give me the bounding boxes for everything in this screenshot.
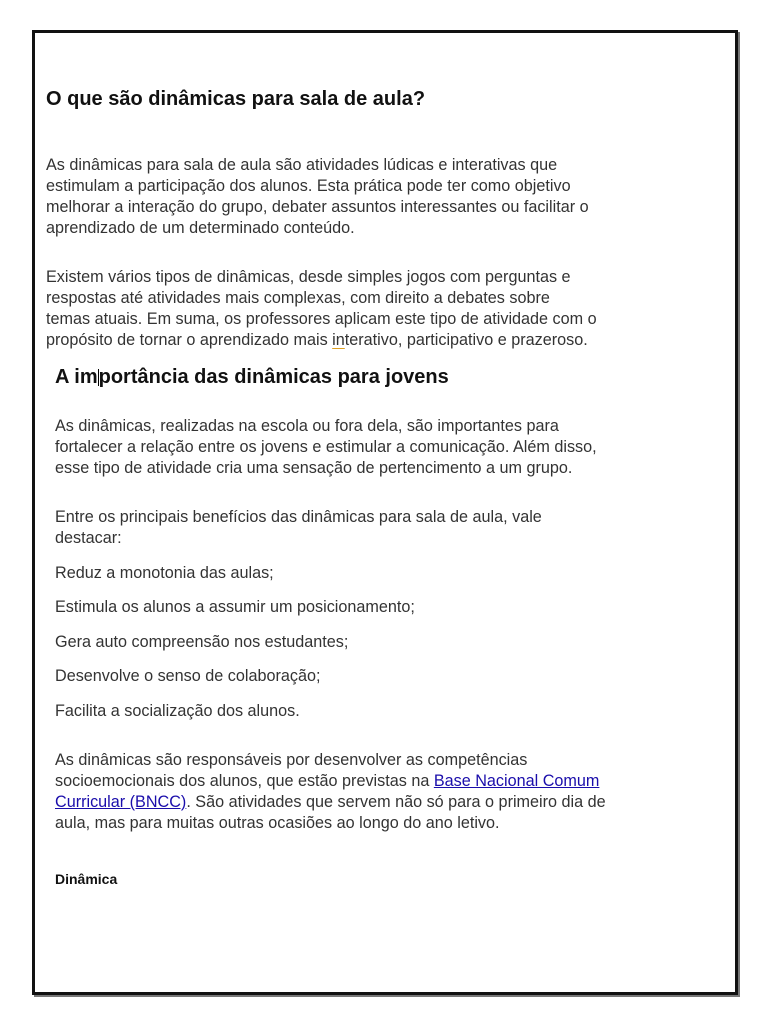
heading-run: A im bbox=[55, 366, 98, 388]
text-run: socioemocionais dos alunos, que estão previstas na bbox=[55, 772, 434, 790]
benefit-item: Desenvolve o senso de colaboração; bbox=[55, 667, 321, 685]
text-run: . São atividades que servem não só para o primeiro dia de bbox=[186, 793, 606, 811]
heading-run: portância das dinâmicas para jovens bbox=[98, 366, 449, 388]
benefit-item: Gera auto compreensão nos estudantes; bbox=[55, 633, 349, 651]
text-line: respostas até atividades mais complexas, com direito a debates sobre bbox=[46, 289, 550, 307]
text-line: aula, mas para muitas outras ocasiões ao longo do ano letivo. bbox=[55, 814, 500, 832]
text-line: Existem vários tipos de dinâmicas, desde simples jogos com perguntas e bbox=[46, 268, 571, 286]
text-line: fortalecer a relação entre os jovens e estimular a comunicação. Além disso, bbox=[55, 438, 597, 456]
text-line bbox=[46, 330, 597, 351]
text-line bbox=[55, 771, 606, 792]
bncc-link-part-1[interactable]: Base Nacional Comum bbox=[433, 772, 600, 790]
text-line: As dinâmicas são responsáveis por desenvolver as competências bbox=[55, 751, 528, 769]
text-run: propósito de tornar o aprendizado bbox=[46, 331, 294, 349]
text-line: temas atuais. Em suma, os professores aplicam este tipo de atividade com o bbox=[46, 310, 597, 328]
section-2-paragraph-2 bbox=[55, 507, 542, 549]
text-line: As dinâmicas para sala de aula são atividades lúdicas e interativas que bbox=[46, 156, 558, 174]
benefit-item: Facilita a socialização dos alunos. bbox=[55, 702, 300, 720]
text-line: aprendizado de um determinado conteúdo. bbox=[46, 219, 355, 237]
text-line bbox=[55, 792, 606, 813]
benefit-item: Estimula os alunos a assumir um posicionamento; bbox=[55, 598, 415, 616]
text-line: Entre os principais benefícios das dinâmicas para sala de aula, vale bbox=[55, 508, 542, 526]
benefit-item: Reduz a monotonia das aulas; bbox=[55, 564, 274, 582]
footer-label: Dinâmica bbox=[55, 871, 118, 887]
bncc-link-part-2[interactable]: Curricular (BNCC) bbox=[55, 793, 187, 811]
heading-section-1: O que são dinâmicas para sala de aula? bbox=[46, 88, 426, 110]
text-line: estimulam a participação dos alunos. Esta prática pode ter como objetivo bbox=[46, 177, 571, 195]
section-1-paragraph-1 bbox=[46, 155, 589, 239]
text-line: melhorar a interação do grupo, debater assuntos interessantes ou facilitar o bbox=[46, 198, 589, 216]
heading-section-2 bbox=[55, 366, 449, 389]
text-line: destacar: bbox=[55, 529, 122, 547]
text-line: esse tipo de atividade cria uma sensação de pertencimento a um grupo. bbox=[55, 459, 573, 477]
text-run: terativo, participativo e prazeroso. bbox=[344, 331, 588, 349]
text-run: mais bbox=[293, 331, 328, 349]
section-1-paragraph-2 bbox=[46, 267, 597, 351]
section-2-paragraph-3 bbox=[55, 750, 606, 834]
spellcheck-underline: in bbox=[332, 331, 345, 349]
text-line: As dinâmicas, realizadas na escola ou fora dela, são importantes para bbox=[55, 417, 559, 435]
section-2-paragraph-1 bbox=[55, 416, 597, 479]
